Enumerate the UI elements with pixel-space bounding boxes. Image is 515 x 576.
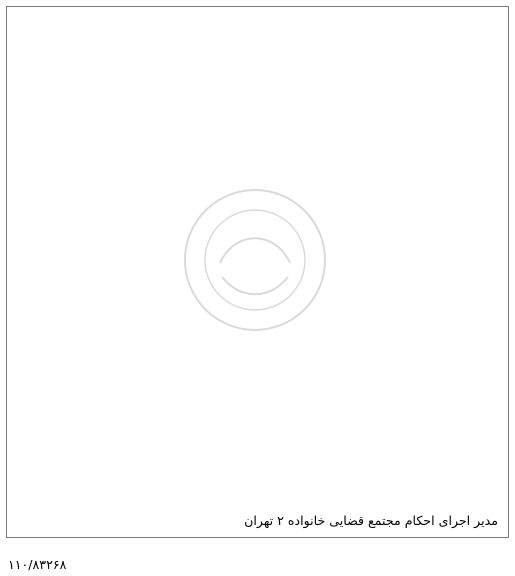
notice-paragraph	[15, 13, 500, 33]
notice-body	[15, 13, 500, 503]
notice-frame	[6, 6, 509, 538]
reference-number: ۱۱۰/۸۳۲۶۸	[8, 557, 67, 572]
notice-paragraph	[15, 36, 500, 56]
notice-paragraph	[15, 59, 500, 79]
notice-footer: مدیر اجرای احکام مجتمع قضایی خانواده ۲ تهران	[244, 513, 498, 528]
notice-paragraph	[15, 81, 500, 101]
